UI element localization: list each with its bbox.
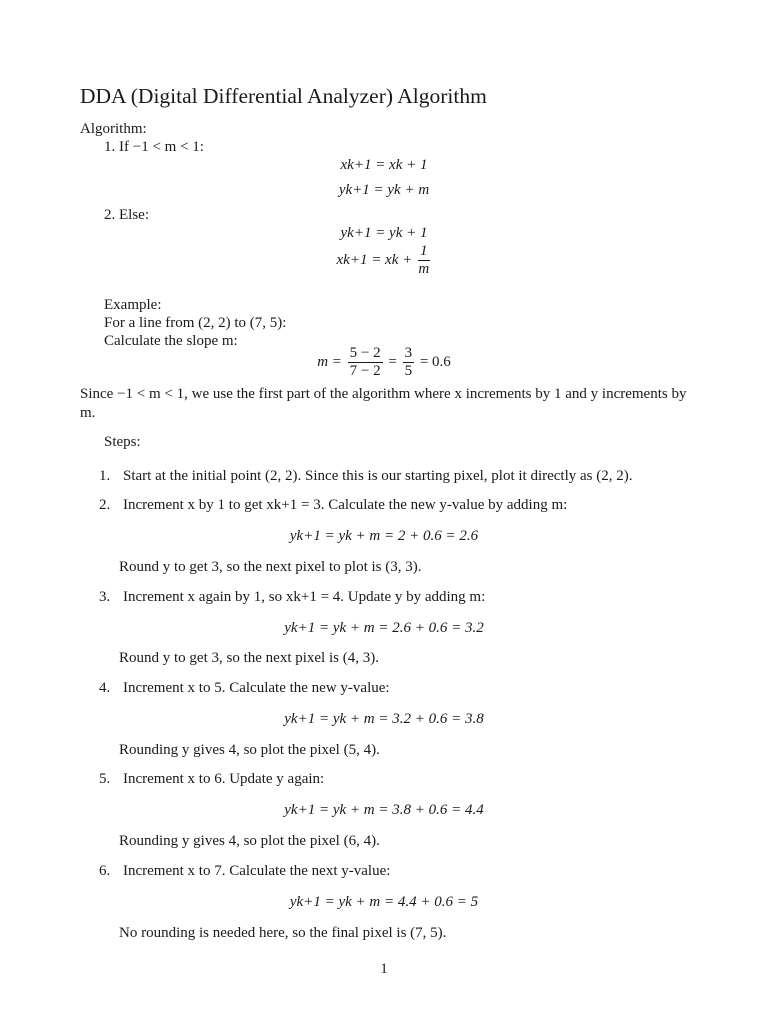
slope-lhs: m = [317, 353, 342, 370]
since-paragraph: Since −1 < m < 1, we use the first part of the algorithm where x increments by 1 and y increments by m. [80, 386, 687, 421]
step-text: Start at the initial point (2, 2). Since this is our starting pixel, plot it directly as (2, 2). [123, 468, 633, 484]
step-equation: yk+1 = yk + m = 2 + 0.6 = 2.6 [289, 528, 479, 544]
slope-equation [0, 345, 768, 380]
slope-equals: = [388, 353, 397, 370]
step-equation: yk+1 = yk + m = 4.4 + 0.6 = 5 [289, 894, 479, 910]
fraction-numerator: 5 − 2 [349, 345, 381, 361]
case2-equation-2 [0, 243, 768, 278]
step-text: Increment x again by 1, so xk+1 = 4. Update y by adding m: [123, 589, 486, 605]
step-number: 1. [99, 468, 111, 484]
steps-heading: Steps: [104, 434, 141, 450]
step-result: Round y to get 3, so the next pixel is (4, 3). [119, 650, 379, 666]
fraction-denominator: 5 [404, 363, 413, 379]
step-number: 2. [99, 497, 111, 513]
step-equation: yk+1 = yk + m = 3.8 + 0.6 = 4.4 [284, 802, 484, 818]
algorithm-heading: Algorithm: [80, 121, 147, 137]
case1-label: 1. If −1 < m < 1: [104, 139, 204, 155]
slope-result: = 0.6 [419, 353, 451, 370]
step-text: Increment x to 7. Calculate the next y-value: [123, 863, 391, 879]
case2-label: 2. Else: [104, 207, 149, 223]
page-number: 1 [380, 961, 388, 977]
document-title: DDA (Digital Differential Analyzer) Algorithm [80, 84, 487, 108]
step-text: Increment x by 1 to get xk+1 = 3. Calculate the new y-value by adding m: [123, 497, 568, 513]
step-equation: yk+1 = yk + m = 2.6 + 0.6 = 3.2 [284, 620, 484, 636]
fraction-denominator: m [418, 261, 430, 277]
step-number: 3. [99, 589, 111, 605]
slope-fraction-1 [348, 345, 383, 380]
slope-fraction-2 [403, 345, 415, 380]
case2-eq2-fraction [418, 243, 430, 278]
case2-equation-1: yk+1 = yk + 1 [340, 225, 428, 241]
step-number: 4. [99, 680, 111, 696]
step-result: Rounding y gives 4, so plot the pixel (5, 4). [119, 742, 380, 758]
example-line: For a line from (2, 2) to (7, 5): [104, 315, 287, 331]
step-number: 6. [99, 863, 111, 879]
fraction-numerator: 3 [404, 345, 413, 361]
fraction-denominator: 7 − 2 [349, 363, 381, 379]
case1-equation-2: yk+1 = yk + m [338, 182, 430, 198]
slope-label: Calculate the slope m: [104, 333, 238, 349]
step-result: Round y to get 3, so the next pixel to plot is (3, 3). [119, 559, 422, 575]
step-result: Rounding y gives 4, so plot the pixel (6, 4). [119, 833, 380, 849]
step-text: Increment x to 5. Calculate the new y-value: [123, 680, 390, 696]
step-number: 5. [99, 771, 111, 787]
case2-eq2-lhs: xk+1 = xk + [336, 251, 413, 268]
step-equation: yk+1 = yk + m = 3.2 + 0.6 = 3.8 [284, 711, 484, 727]
step-text: Increment x to 6. Update y again: [123, 771, 325, 787]
step-result: No rounding is needed here, so the final pixel is (7, 5). [119, 925, 447, 941]
example-heading: Example: [104, 297, 162, 313]
case1-equation-1: xk+1 = xk + 1 [340, 157, 428, 173]
fraction-numerator: 1 [420, 243, 428, 259]
